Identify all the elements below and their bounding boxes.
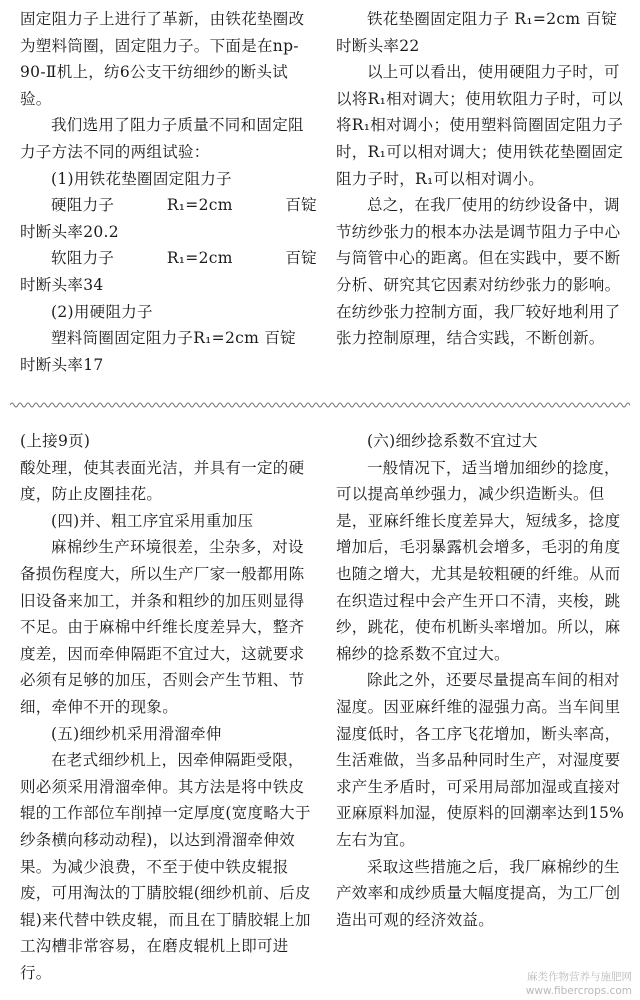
wavy-divider — [10, 398, 630, 412]
top-left-column — [20, 6, 317, 378]
paragraph: 麻棉纱生产环境很差，尘杂多，对设备损伤程度大，所以生产厂家一般都用陈旧设备来加工，并条和粗纱的加压则显得不足。由于麻棉中纤维长度差异大，整齐度差，因而牵伸隔距不宜过大，这就要求必须有足够的加压，否则会产生节粗、节细，牵伸不开的现象。 — [20, 538, 305, 716]
test-row-radius: R₁=2cm — [166, 196, 233, 215]
paragraph: 以上可以看出，使用硬阻力子时，可以将R₁相对调大；使用软阻力子时，可以将R₁相对调小；使用塑料筒圈固定阻力子时，R₁可以相对调大；使用铁花垫圈固定阻力子时，R₁可以相对调小。 — [336, 63, 624, 188]
test-row-rate: 时断头率34 — [20, 275, 104, 294]
top-right-column — [336, 6, 633, 352]
test-row: 塑料筒圈固定阻力子R₁=2cm 百锭 — [51, 329, 296, 348]
test-row-radius: R₁=2cm — [166, 249, 233, 268]
group-heading: (2)用硬阻力子 — [51, 302, 153, 321]
site-watermark — [526, 970, 632, 998]
test-row-unit: 百锭 — [285, 196, 317, 215]
paragraph: 我们选用了阻力子质量不同和固定阻力子方法不同的两组试验： — [20, 116, 304, 161]
paragraph: 总之，在我厂使用的纺纱设备中，调节纺纱张力的根本办法是调节阻力子中心与筒管中心的距离。但在实践中，要不断分析、研究其它因素对纺纱张力的影响。在纺纱张力控制方面，我厂较好地利用了张力控制原理，结合实践，不断创新。 — [336, 196, 621, 348]
paragraph: 在老式细纱机上，因牵伸隔距受限，则必须采用滑溜牵伸。其方法是将中铁皮辊的工作部位车削掉一定厚度(宽度略大于纱条横向移动动程)，以达到滑溜牵伸效果。为减少浪费，不至于使中铁皮辊报废，可用淘汰的丁腈胶辊(细纱机前、后皮辊)来代替中铁皮辊，而且在丁腈胶辊上加工沟槽非常容易，在磨皮辊机上即可进行。 — [20, 751, 311, 982]
test-row-label: 软阻力子 — [51, 249, 115, 268]
section-heading: (四)并、粗工序宜采用重加压 — [51, 511, 254, 530]
continuation-note: (上接9页) — [20, 432, 91, 450]
test-row — [20, 192, 317, 219]
section-heading: (五)细纱机采用滑溜牵伸 — [51, 724, 222, 743]
watermark-title: 麻类作物营养与施肥网 — [527, 971, 632, 983]
test-row-rate: 时断头率22 — [336, 36, 420, 55]
paragraph: 一般情况下，适当增加细纱的捻度，可以提高单纱强力，减少织造断头。但是，亚麻纤维长度差异大，短绒多，捻度增加后，毛羽暴露机会增多，毛羽的角度也随之增大，尤其是较粗硬的纤维。从而在织造过程中会产生开口不清，夹梭，跳纱，跳花，使布机断头率增加。所以，麻棉纱的捻系数不宜过大。 — [336, 458, 621, 663]
test-row-unit: 百锭 — [285, 249, 317, 268]
test-row-rate: 时断头率17 — [20, 355, 104, 374]
paragraph: 采取这些措施之后，我厂麻棉纱的生产效率和成纱质量大幅度提高，为工厂创造出可观的经济效益。 — [336, 857, 621, 929]
test-row-label: 硬阻力子 — [51, 196, 115, 215]
test-row: 铁花垫圈固定阻力子 R₁=2cm 百锭 — [367, 10, 618, 28]
test-row-rate: 时断头率20.2 — [20, 222, 119, 241]
bottom-left-column — [20, 428, 317, 986]
paragraph: 除此之外，还要尽量提高车间的相对湿度。因亚麻纤维的湿强力高。当车间里湿度低时，各工序飞花增加，断头率高，生活难做，当多品种同时生产，对湿度要求产生矛盾时，可采用局部加湿或直接对亚麻原料加湿，使原料的回潮率达到15%左右为宜。 — [336, 671, 625, 849]
bottom-right-column — [336, 428, 633, 933]
group-heading: (1)用铁花垫圈固定阻力子 — [51, 169, 232, 188]
paragraph: 固定阻力子上进行了革新，由铁花垫圈改为塑料筒圈，固定阻力子。下面是在np-90-Ⅱ机上，纺6公支干纺细纱的断头试验。 — [20, 10, 305, 108]
section-heading: (六)细纱捻系数不宜过大 — [367, 432, 538, 450]
paragraph: 酸处理，使其表面光洁，并具有一定的硬度，防止皮圈挂花。 — [20, 458, 305, 504]
watermark-url: www.fibercrops.com — [525, 985, 632, 997]
test-row — [20, 245, 317, 272]
